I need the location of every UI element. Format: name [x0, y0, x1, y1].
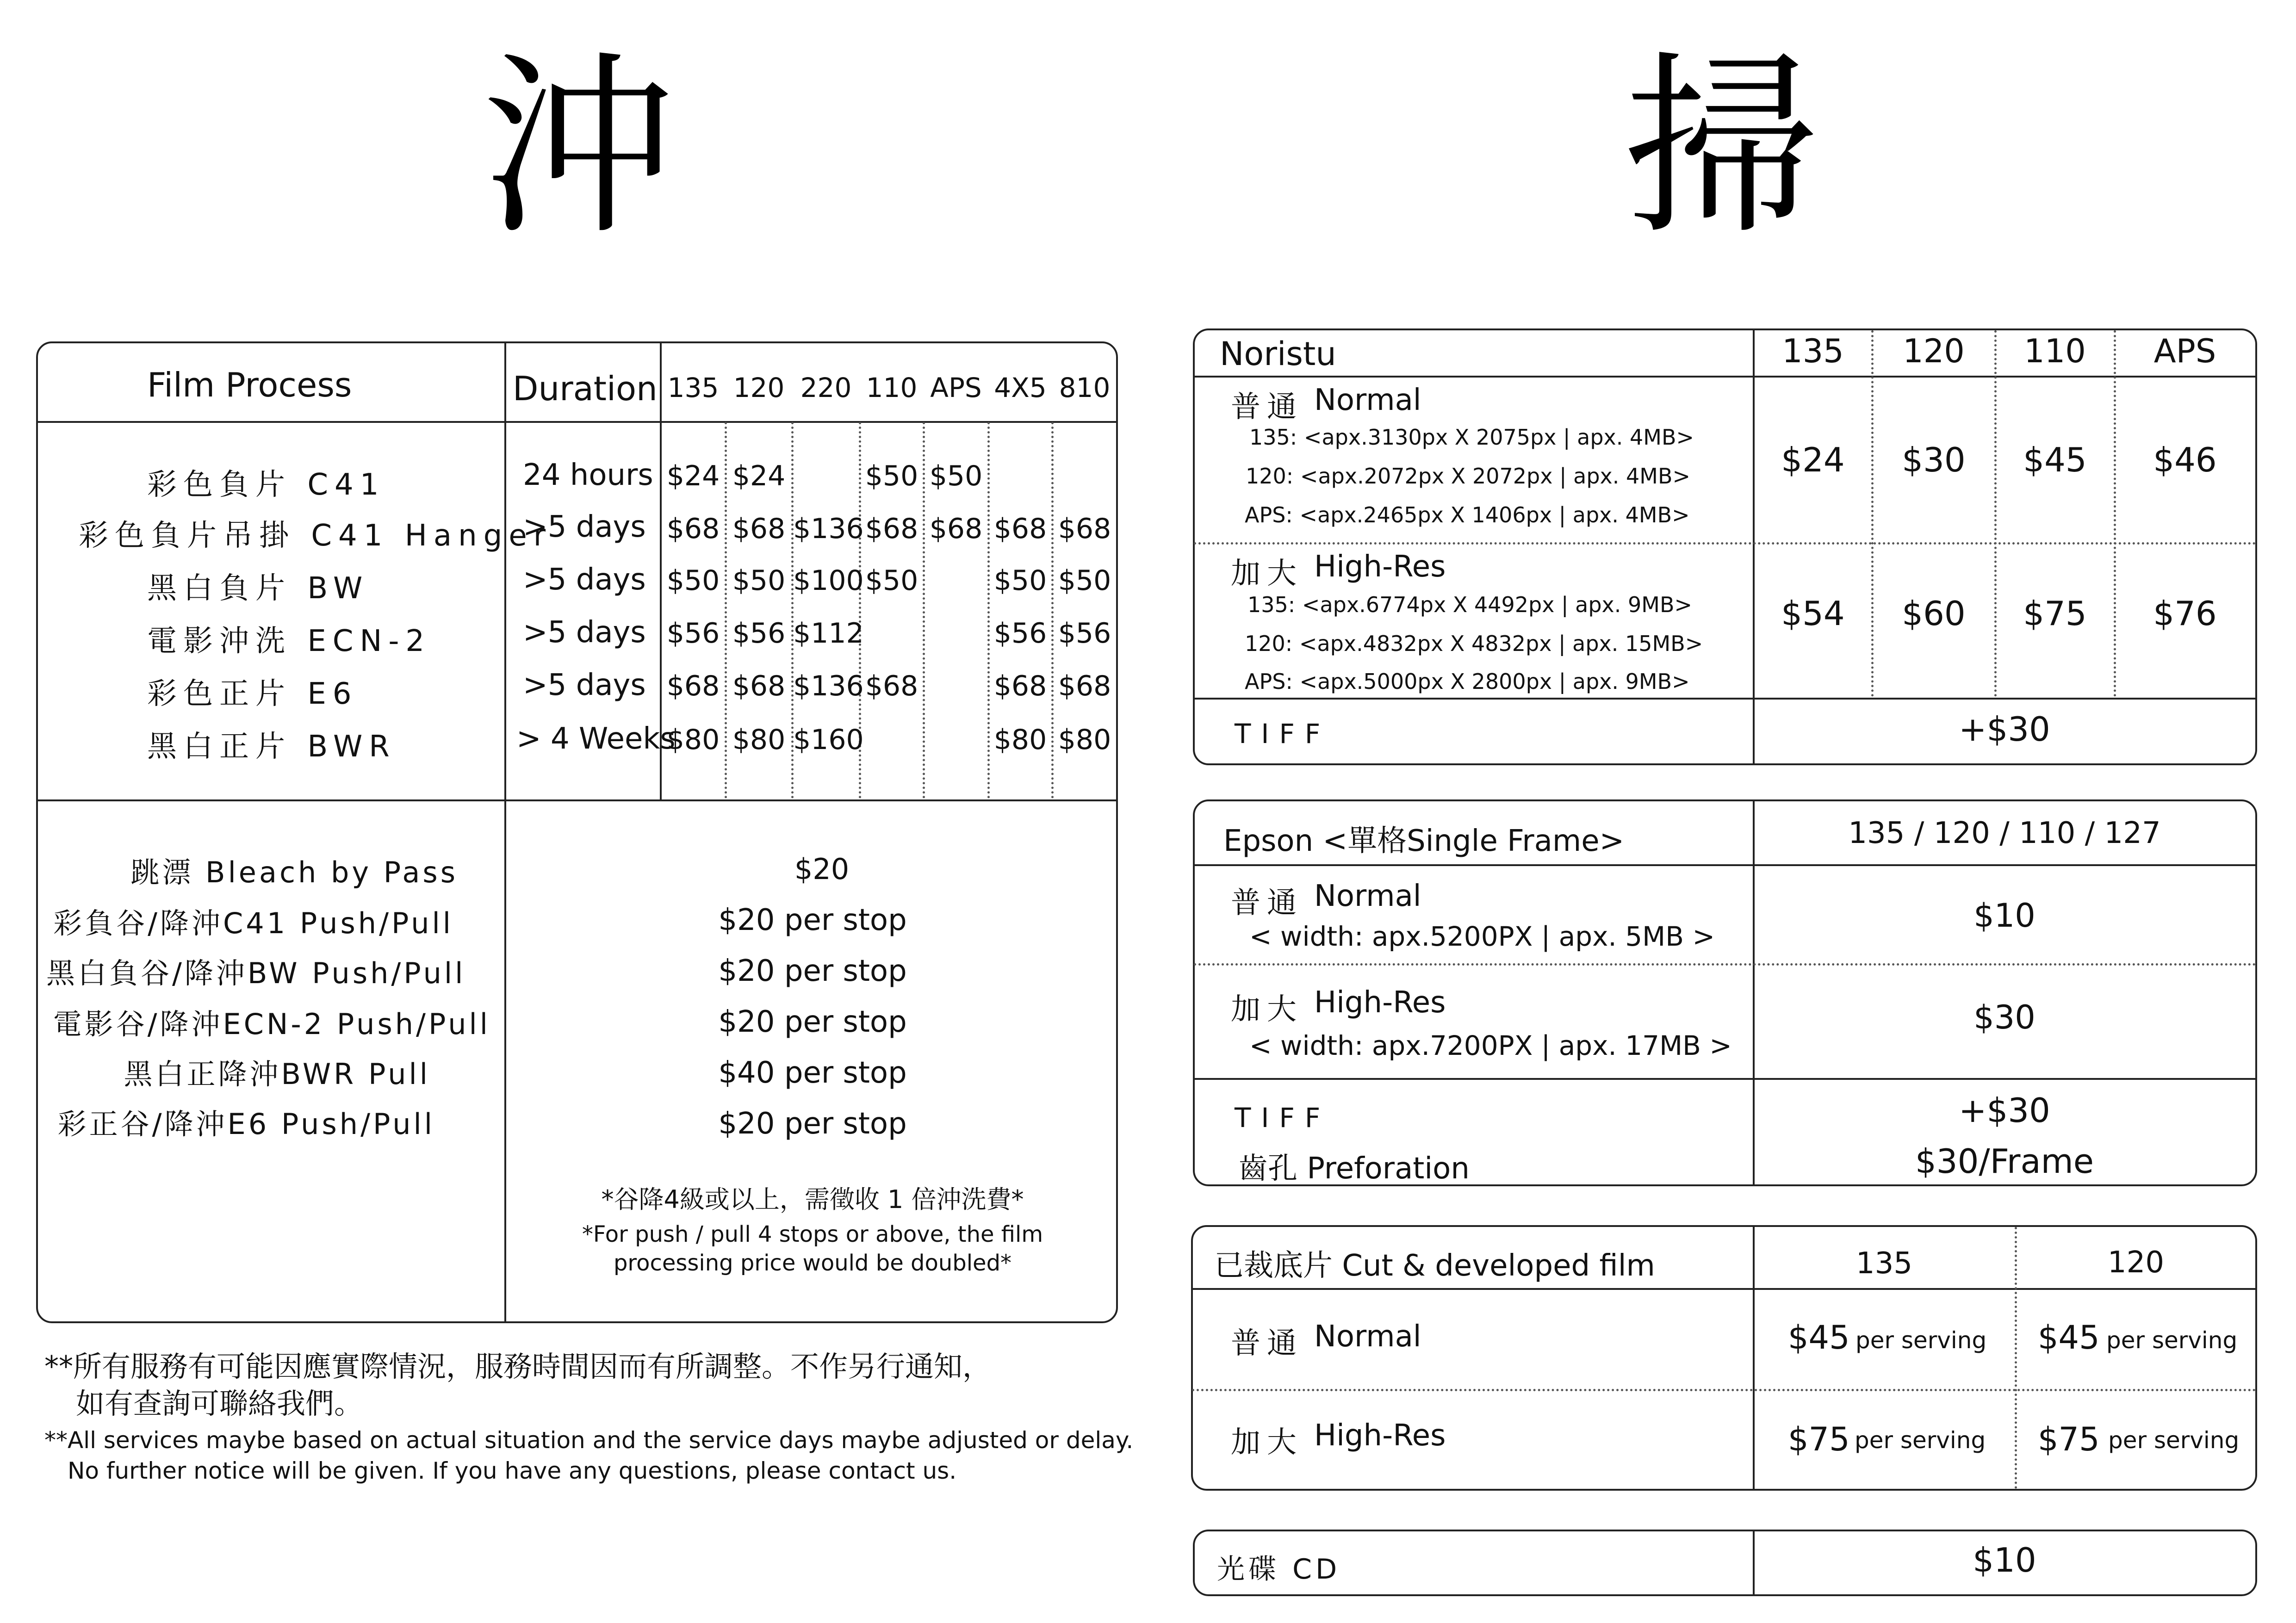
price-cell: $136	[793, 670, 864, 702]
epson-tiff-line	[1194, 1078, 2256, 1080]
noritsu-tiff-price: +$30	[1959, 710, 2050, 749]
format-header: APS	[930, 372, 982, 403]
extra-service-price: $40 per stop	[718, 1056, 907, 1090]
extra-service-price: $20	[794, 852, 850, 886]
noritsu-format: 135	[1782, 332, 1844, 370]
extra-service-name: 黑白正降沖BWR Pull	[124, 1057, 430, 1091]
extra-service-name: 彩負谷/降沖C41 Push/Pull	[53, 906, 453, 940]
noritsu-highres-en: High-Res	[1314, 550, 1446, 584]
cut-price: $75	[1788, 1420, 1850, 1458]
price-cell: $68	[732, 513, 786, 545]
price-cell: $24	[732, 460, 786, 492]
price-cell: $50	[732, 564, 786, 597]
noritsu-price: $54	[1781, 594, 1845, 633]
process-row-name: 彩色負片 C41	[147, 468, 385, 502]
cut-highres-en: High-Res	[1314, 1419, 1446, 1453]
push-pull-note-cn: *谷降4級或以上，需徵收 1 倍沖洗費*	[601, 1185, 1024, 1214]
process-mid-line	[37, 799, 1117, 801]
extra-service-name: 彩正谷/降沖E6 Push/Pull	[57, 1107, 435, 1141]
process-row-name: 彩色正片 E6	[147, 677, 358, 711]
noritsu-spec: 120: <apx.4832px X 4832px | apx. 15MB>	[1245, 631, 1703, 656]
epson-normal-en: Normal	[1314, 879, 1421, 913]
duration-cell: > 4 Weeks	[516, 722, 676, 756]
extra-service-price: $20 per stop	[718, 954, 907, 988]
epson-dotted-line	[1194, 963, 2256, 966]
cut-normal-cn: 普通	[1231, 1326, 1303, 1361]
epson-perf-label: 齒孔 Preforation	[1238, 1152, 1470, 1186]
price-cell: $50	[1058, 564, 1111, 597]
price-cell: $68	[1058, 670, 1111, 702]
push-pull-note-en: *For push / pull 4 stops or above, the film	[582, 1221, 1043, 1247]
price-cell: $56	[993, 617, 1047, 650]
price-cell: $50	[865, 564, 918, 597]
process-row-name: 彩色負片吊掛 C41 Hanger	[79, 519, 552, 553]
cut-dotted-line	[1192, 1389, 2256, 1391]
scan-heading: 掃	[1624, 35, 1818, 261]
price-cell: $100	[793, 564, 864, 597]
noritsu-price: $46	[2153, 440, 2217, 479]
duration-cell: >5 days	[523, 510, 646, 544]
price-cell: $68	[1058, 513, 1111, 545]
noritsu-price: $60	[1902, 594, 1966, 633]
extra-service-name: 跳漂 Bleach by Pass	[130, 855, 458, 889]
noritsu-tiff-line	[1194, 698, 2256, 700]
extra-service-price: $20 per stop	[718, 903, 907, 937]
cut-format: 120	[2107, 1245, 2165, 1280]
format-header: 220	[800, 372, 852, 403]
format-header: 135	[667, 372, 719, 403]
price-cell: $50	[865, 460, 918, 492]
footnote-cn: **所有服務有可能因應實際情況，服務時間因而有所調整。不作另行通知，	[44, 1350, 992, 1383]
epson-price: $10	[1973, 897, 2035, 935]
price-cell: $68	[865, 513, 918, 545]
duration-cell: >5 days	[523, 563, 646, 597]
price-cell: $68	[993, 513, 1047, 545]
price-cell: $68	[666, 670, 720, 702]
format-header: 110	[866, 372, 918, 403]
noritsu-spec: APS: <apx.5000px X 2800px | apx. 9MB>	[1245, 669, 1690, 694]
price-cell: $136	[793, 513, 864, 545]
price-cell: $80	[1058, 724, 1111, 756]
price-cell: $50	[993, 564, 1047, 597]
push-pull-note-en: processing price would be doubled*	[613, 1250, 1012, 1276]
price-cell: $56	[732, 617, 786, 650]
process-header-line	[37, 421, 1117, 423]
process-divider-v	[504, 342, 506, 1322]
epson-tiff-label: TIFF	[1235, 1102, 1331, 1134]
noritsu-format: 120	[1903, 332, 1965, 370]
duration-cell: 24 hours	[523, 458, 653, 492]
col-sep	[1871, 330, 1874, 697]
cut-normal-en: Normal	[1314, 1319, 1421, 1354]
cut-film-title: 已裁底片 Cut & developed film	[1214, 1249, 1655, 1283]
noritsu-price: $24	[1781, 440, 1845, 479]
price-cell: $160	[793, 724, 864, 756]
process-row-name: 電影沖洗 ECN-2	[147, 624, 431, 658]
noritsu-price: $45	[2023, 440, 2087, 479]
cut-format: 135	[1855, 1246, 1913, 1281]
cut-unit: per serving	[1855, 1327, 1987, 1354]
noritsu-spec: APS: <apx.2465px X 1406px | apx. 4MB>	[1245, 502, 1690, 527]
footnote-en: **All services maybe based on actual situation and the service days maybe adjusted or delay.	[44, 1427, 1134, 1454]
extra-service-price: $20 per stop	[718, 1107, 907, 1141]
footnote-en: No further notice will be given. If you have any questions, please contact us.	[68, 1457, 957, 1484]
noritsu-spec: 135: <apx.3130px X 2075px | apx. 4MB>	[1249, 425, 1694, 450]
price-cell: $112	[793, 617, 864, 650]
epson-spec: < width: apx.7200PX | apx. 17MB >	[1249, 1030, 1732, 1061]
noritsu-dotted-line	[1194, 542, 2256, 545]
noritsu-tiff-label: TIFF	[1235, 718, 1331, 750]
noritsu-highres-cn: 加大	[1231, 557, 1303, 591]
price-cell: $68	[865, 670, 918, 702]
cut-price: $75	[2038, 1420, 2100, 1458]
cut-highres-cn: 加大	[1231, 1425, 1303, 1460]
price-cell: $56	[666, 617, 720, 650]
cut-price: $45	[1788, 1319, 1850, 1357]
price-cell: $24	[666, 460, 720, 492]
process-row-name: 黑白正片 BWR	[147, 730, 396, 764]
noritsu-price: $30	[1902, 440, 1966, 479]
price-cell: $50	[929, 460, 983, 492]
epson-formats: 135 / 120 / 110 / 127	[1848, 816, 2161, 850]
noritsu-price: $76	[2153, 594, 2217, 633]
noritsu-spec: 120: <apx.2072px X 2072px | apx. 4MB>	[1246, 464, 1691, 489]
epson-normal-cn: 普通	[1231, 886, 1303, 920]
col-sep	[2114, 330, 2116, 697]
extra-service-name: 電影谷/降沖ECN-2 Push/Pull	[53, 1007, 490, 1041]
price-cell: $68	[666, 513, 720, 545]
extra-service-name: 黑白負谷/降沖BW Push/Pull	[46, 956, 466, 990]
epson-header-line	[1194, 864, 2256, 866]
format-header: 120	[733, 372, 785, 403]
noritsu-title: Noristu	[1220, 335, 1336, 373]
price-cell: $68	[732, 670, 786, 702]
cd-label: 光碟 CD	[1217, 1553, 1341, 1586]
epson-tiff-price: +$30	[1959, 1091, 2050, 1130]
col-sep	[1994, 330, 1997, 697]
cd-price: $10	[1973, 1541, 2036, 1580]
film-process-title: Film Process	[147, 365, 352, 404]
noritsu-price: $75	[2023, 594, 2087, 633]
noritsu-format: 110	[2024, 332, 2086, 370]
price-cell: $80	[732, 724, 786, 756]
epson-spec: < width: apx.5200PX | apx. 5MB >	[1249, 921, 1715, 952]
price-cell: $80	[666, 724, 720, 756]
process-row-name: 黑白負片 BW	[147, 571, 369, 606]
noritsu-header-line	[1194, 376, 2256, 378]
cut-unit: per serving	[1855, 1427, 1986, 1454]
noritsu-spec: 135: <apx.6774px X 4492px | apx. 9MB>	[1247, 592, 1693, 617]
duration-header: Duration	[513, 369, 658, 408]
epson-price: $30	[1973, 998, 2035, 1036]
duration-cell: >5 days	[523, 668, 646, 702]
epson-highres-en: High-Res	[1314, 985, 1446, 1020]
cut-price: $45	[2038, 1319, 2100, 1357]
cut-unit: per serving	[2106, 1327, 2238, 1354]
cut-header-line	[1192, 1288, 2256, 1290]
format-header: 4X5	[994, 372, 1047, 403]
footnote-cn: 如有查詢可聯絡我們。	[76, 1387, 363, 1420]
price-cell: $80	[993, 724, 1047, 756]
develop-heading: 沖	[481, 35, 676, 261]
epson-title: Epson <單格Single Frame>	[1223, 824, 1625, 858]
price-cell: $56	[1058, 617, 1111, 650]
price-cell: $50	[666, 564, 720, 597]
format-header: 810	[1059, 372, 1111, 403]
duration-cell: >5 days	[523, 615, 646, 650]
price-cell: $68	[929, 513, 983, 545]
noritsu-normal-en: Normal	[1314, 383, 1421, 417]
cut-unit: per serving	[2108, 1427, 2240, 1454]
extra-service-price: $20 per stop	[718, 1005, 907, 1039]
epson-perf-price: $30/Frame	[1915, 1142, 2094, 1181]
noritsu-normal-cn: 普通	[1231, 390, 1303, 424]
price-cell: $68	[993, 670, 1047, 702]
epson-highres-cn: 加大	[1231, 992, 1303, 1027]
noritsu-format: APS	[2153, 332, 2216, 370]
